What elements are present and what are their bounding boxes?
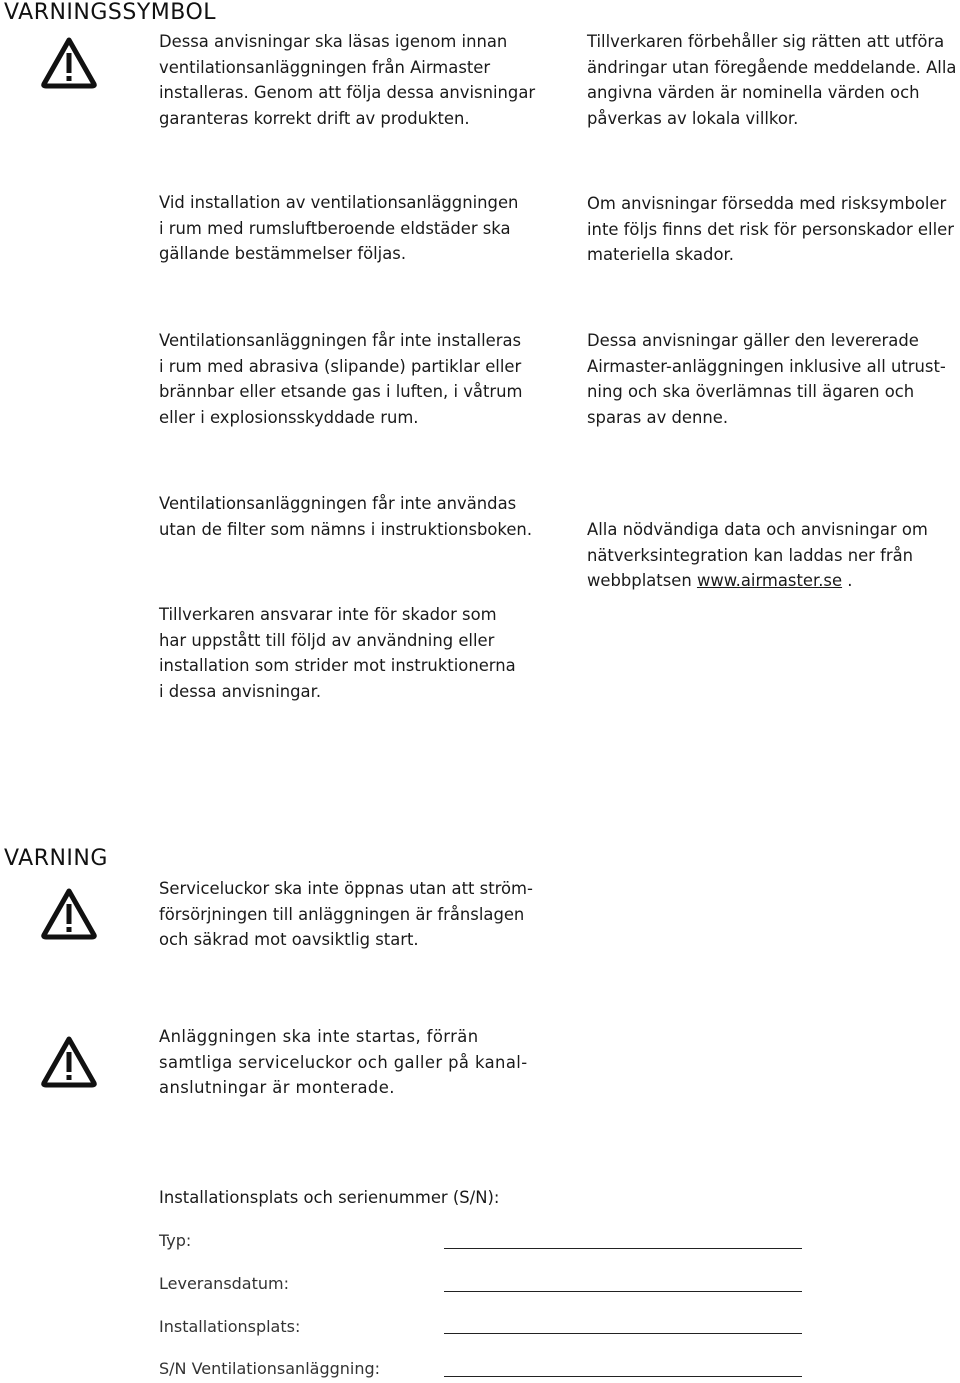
field-label-type: Typ: — [159, 1231, 192, 1250]
serial-number-form-title: Installationsplats och serienummer (S/N): — [159, 1188, 500, 1207]
field-line-delivery-date[interactable] — [444, 1291, 802, 1292]
field-line-type[interactable] — [444, 1248, 802, 1249]
field-label-installation-site: Installationsplats: — [159, 1317, 301, 1336]
fireplace-paragraph: Vid installation av ventilationsanläggningen i rum med rumsluftberoende eldstäder ska gällande bestämmelser följas. — [159, 193, 519, 263]
warning-triangle-icon — [40, 1035, 98, 1089]
field-line-serial-number[interactable] — [444, 1376, 802, 1377]
liability-paragraph: Tillverkaren ansvarar inte för skador som har uppstått till följd av användning eller installation som strider mot instruktionerna i dessa anvisningar. — [159, 605, 516, 701]
startup-warning: Anläggningen ska inte startas, förrän samtliga serviceluckor och galler på kanal- anslutningar är monterade. — [159, 1027, 528, 1097]
warning-triangle-icon — [40, 887, 98, 941]
warning-triangle-icon — [40, 36, 98, 90]
installation-restrictions-paragraph: Ventilationsanläggningen får inte installeras i rum med abrasiva (slipande) partiklar eller brännbar eller etsande gas i luften, i våtrum eller i explosionsskyddade rum. — [159, 331, 523, 427]
website-link[interactable]: www.airmaster.se — [696, 571, 843, 590]
section-heading-varning: VARNING — [4, 846, 108, 871]
intro-paragraph: Dessa anvisningar ska läsas igenom innan ventilationsanläggningen från Airmaster installeras. Genom att följa dessa anvisningar garanteras korrekt drift av produkten. — [159, 32, 536, 128]
section-heading-varningssymbol: VARNINGSSYMBOL — [4, 0, 217, 25]
risk-symbols-paragraph: Om anvisningar försedda med risksymboler inte följs finns det risk för personskador eller materiella skador. — [587, 194, 954, 264]
network-integration-paragraph: Alla nödvändiga data och anvisningar om nätverksintegration kan laddas ner från webbplatsen www.airmaster.se . — [587, 520, 928, 590]
field-label-serial-number: S/N Ventilationsanläggning: — [159, 1359, 381, 1378]
manufacturer-rights-paragraph: Tillverkaren förbehåller sig rätten att utföra ändringar utan föregående meddelande. Alla angivna värden är nominella värden och påverkas av lokala villkor. — [587, 32, 957, 128]
handover-paragraph: Dessa anvisningar gäller den levererade Airmaster-anläggningen inklusive all utrust- ning och ska överlämnas till ägaren och sparas av denne. — [587, 331, 946, 427]
service-hatch-warning: Serviceluckor ska inte öppnas utan att ström- försörjningen till anläggningen är frånslagen och säkrad mot oavsiktlig start. — [159, 879, 533, 949]
filter-paragraph: Ventilationsanläggningen får inte användas utan de filter som nämns i instruktionsboken. — [159, 494, 533, 539]
field-line-installation-site[interactable] — [444, 1333, 802, 1334]
field-label-delivery-date: Leveransdatum: — [159, 1274, 289, 1293]
